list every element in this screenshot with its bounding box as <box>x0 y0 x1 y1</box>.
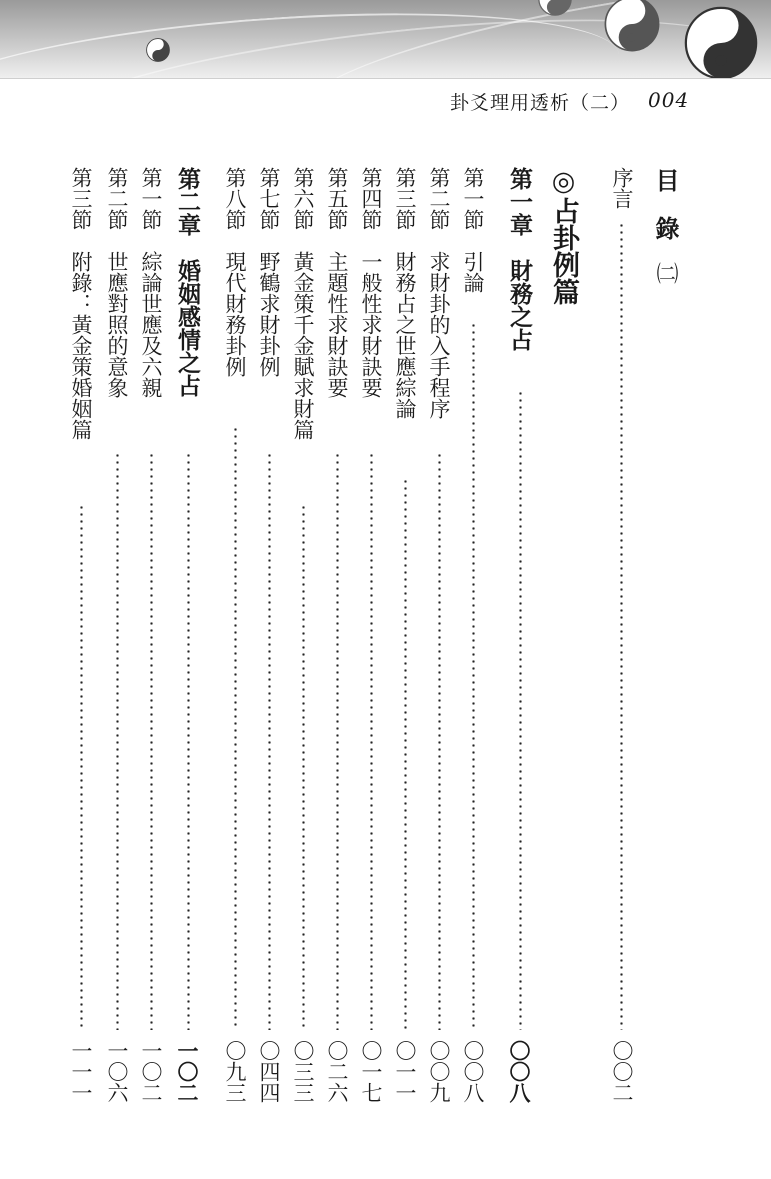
header-rule <box>0 78 771 79</box>
section-number: 第三節 <box>69 167 93 230</box>
chapter-2-heading[interactable] <box>174 167 200 397</box>
page-ref: 〇一七 <box>359 1040 383 1103</box>
section-title: 野鶴求財卦例 <box>257 251 281 377</box>
section-number: 第二節 <box>105 167 129 230</box>
section-title: 求財卦的入手程序 <box>427 251 451 419</box>
page-ref: 〇〇八 <box>461 1040 485 1103</box>
toc-entry[interactable] <box>138 167 164 398</box>
page-ref: 〇〇二 <box>610 1040 634 1103</box>
toc-subtitle: ㈡ <box>653 262 678 284</box>
toc-entry[interactable] <box>68 167 94 440</box>
page-ref: 〇九三 <box>223 1040 247 1103</box>
page-ref: 〇〇九 <box>427 1040 451 1103</box>
toc-entry[interactable] <box>426 167 452 419</box>
leader-dots <box>438 452 441 1030</box>
leader-dots <box>404 478 407 1030</box>
section-number: 第五節 <box>325 167 349 230</box>
page-ref: 一〇二 <box>175 1040 200 1103</box>
section-title: 一般性求財訣要 <box>359 251 383 398</box>
section-title: 財務占之世應綜論 <box>393 251 417 419</box>
toc-entry[interactable] <box>256 167 282 377</box>
page-ref: 一一一 <box>69 1040 93 1103</box>
section-title: 現代財務卦例 <box>223 251 247 377</box>
section-title: 引論 <box>461 251 485 293</box>
toc-title-column <box>652 168 678 284</box>
leader-dots <box>519 390 522 1030</box>
leader-dots <box>620 222 623 1030</box>
yin-yang-icon <box>604 0 660 52</box>
section-title: 主題性求財訣要 <box>325 251 349 398</box>
leader-dots <box>80 504 83 1030</box>
page-ref: 〇〇八 <box>507 1040 532 1103</box>
part-heading: ◎占卦例篇 <box>548 166 579 305</box>
section-number: 第八節 <box>223 167 247 230</box>
toc-entry[interactable] <box>460 167 486 293</box>
toc-entry[interactable] <box>104 167 130 398</box>
section-number: 第一節 <box>139 167 163 230</box>
toc-entry[interactable] <box>222 167 248 377</box>
section-number: 第七節 <box>257 167 281 230</box>
section-number: 第一節 <box>461 167 485 230</box>
leader-dots <box>268 452 271 1030</box>
chapter-1-heading[interactable] <box>506 167 532 351</box>
section-number: 第三節 <box>393 167 417 230</box>
section-number: 第四節 <box>359 167 383 230</box>
leader-dots <box>336 452 339 1030</box>
section-title: 附錄：黃金策婚姻篇 <box>69 251 93 440</box>
toc-entry[interactable] <box>290 167 316 440</box>
toc-entry[interactable] <box>392 167 418 419</box>
leader-dots <box>234 426 237 1030</box>
page-ref: 〇一一 <box>393 1040 417 1103</box>
page-ref: 一〇二 <box>139 1040 163 1103</box>
yin-yang-icon <box>684 6 758 78</box>
page-ref: 一〇六 <box>105 1040 129 1103</box>
page-number: 004 <box>648 88 690 112</box>
section-title: 黃金策千金賦求財篇 <box>291 251 315 440</box>
section-title: 綜論世應及六親 <box>139 251 163 398</box>
page-ref: 〇三三 <box>291 1040 315 1103</box>
leader-dots <box>472 322 475 1030</box>
leader-dots <box>370 452 373 1030</box>
leader-dots <box>150 452 153 1030</box>
leader-dots <box>302 504 305 1030</box>
preface-label: 序言 <box>610 167 634 209</box>
toc-entry[interactable] <box>358 167 384 398</box>
leader-dots <box>116 452 119 1030</box>
toc-entry[interactable] <box>324 167 350 398</box>
page-ref: 〇二六 <box>325 1040 349 1103</box>
yin-yang-icon <box>146 38 170 62</box>
chapter-title: 第二章 婚姻感情之占 <box>174 167 201 397</box>
toc-entry-preface[interactable] <box>609 167 635 209</box>
page-ref: 〇四四 <box>257 1040 281 1103</box>
book-title: 卦爻理用透析（二） <box>450 92 631 114</box>
toc-title: 目 錄 <box>651 168 679 240</box>
section-number: 第二節 <box>427 167 451 230</box>
section-number: 第六節 <box>291 167 315 230</box>
section-title: 世應對照的意象 <box>105 251 129 398</box>
leader-dots <box>187 452 190 1030</box>
yin-yang-icon <box>538 0 572 16</box>
header-banner <box>0 0 771 78</box>
chapter-title: 第一章 財務之占 <box>506 167 533 351</box>
